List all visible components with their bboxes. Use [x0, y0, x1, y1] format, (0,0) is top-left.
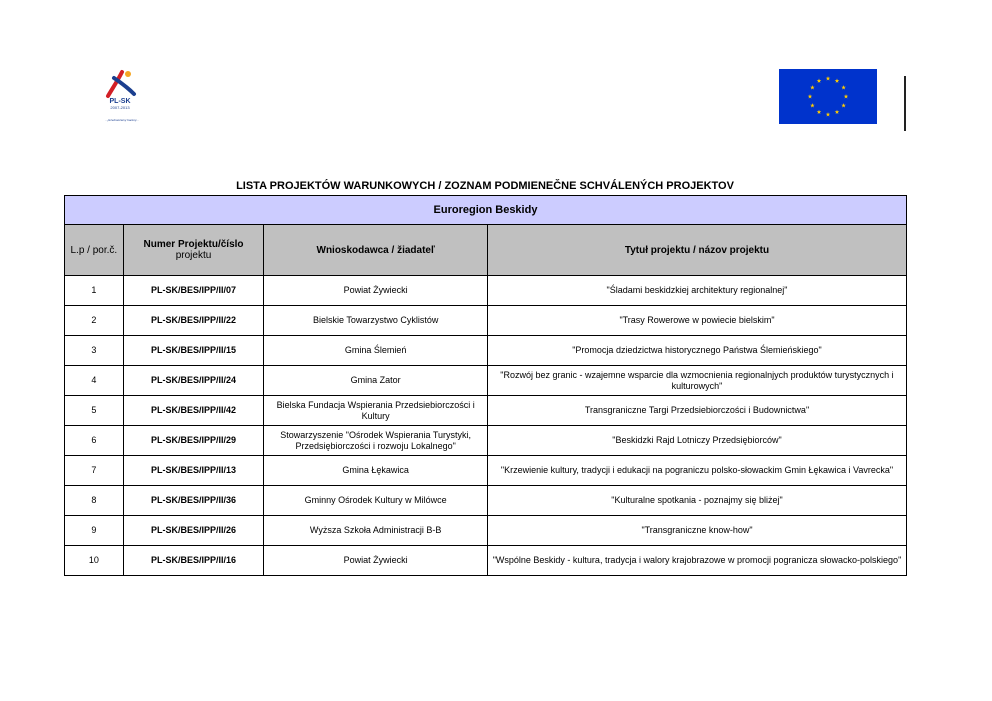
header-title: Tytuł projektu / názov projektu: [487, 225, 906, 276]
row-applicant: Gmina Zator: [264, 366, 488, 396]
program-years: 2007-2013: [110, 105, 130, 110]
row-project-number: PL-SK/BES/IPP/II/26: [123, 516, 264, 546]
table-row: [65, 336, 907, 366]
table-row: [65, 396, 907, 426]
row-applicant: Gmina Łękawica: [264, 456, 488, 486]
table-header-row: [65, 225, 907, 276]
row-project-title: "Promocja dziedzictwa historycznego Państwa Ślemieńskiego": [487, 336, 906, 366]
region-header-row: [65, 196, 907, 225]
row-applicant: Bielskie Towarzystwo Cyklistów: [264, 306, 488, 336]
table-row: [65, 276, 907, 306]
row-applicant: Gminny Ośrodek Kultury w Milówce: [264, 486, 488, 516]
row-applicant: Bielska Fundacja Wspierania Przedsiebiorczości i Kultury: [264, 396, 488, 426]
row-lp: 6: [65, 426, 124, 456]
table-row: [65, 546, 907, 576]
program-slogan: ...przekraczamy bariery...: [105, 118, 139, 122]
eu-flag-icon: [779, 69, 877, 124]
row-project-title: "Transgraniczne know-how": [487, 516, 906, 546]
table-row: [65, 456, 907, 486]
table-row: [65, 516, 907, 546]
row-project-number: PL-SK/BES/IPP/II/36: [123, 486, 264, 516]
table-row: [65, 426, 907, 456]
projects-table: [64, 195, 907, 576]
row-project-title: "Śladami beskidzkiej architektury regionalnej": [487, 276, 906, 306]
row-lp: 7: [65, 456, 124, 486]
header-lp: L.p / por.č.: [65, 225, 124, 276]
row-project-title: Transgraniczne Targi Przedsiebiorczości i Budownictwa": [487, 396, 906, 426]
row-project-title: "Wspólne Beskidy - kultura, tradycja i walory krajobrazowe w promocji pogranicza słowacko-polskiego": [487, 546, 906, 576]
row-applicant: Powiat Żywiecki: [264, 276, 488, 306]
page-divider: [904, 76, 906, 131]
row-applicant: Powiat Żywiecki: [264, 546, 488, 576]
row-lp: 10: [65, 546, 124, 576]
row-project-title: "Rozwój bez granic - wzajemne wsparcie dla wzmocnienia regionalnjych produktów turystycznych i kulturowych": [487, 366, 906, 396]
row-project-title: "Beskidzki Rajd Lotniczy Przedsiębiorców": [487, 426, 906, 456]
row-project-number: PL-SK/BES/IPP/II/42: [123, 396, 264, 426]
plsk-emblem-icon: [100, 68, 140, 100]
page-title: LISTA PROJEKTÓW WARUNKOWYCH / ZOZNAM PODMIENEČNE SCHVÁLENÝCH PROJEKTOV: [236, 180, 734, 192]
table-row: [65, 306, 907, 336]
row-applicant: Wyższa Szkoła Administracji B-B: [264, 516, 488, 546]
table-row: [65, 366, 907, 396]
row-project-title: "Kulturalne spotkania - poznajmy się bliżej": [487, 486, 906, 516]
row-project-title: "Trasy Rowerowe w powiecie bielskim": [487, 306, 906, 336]
row-lp: 2: [65, 306, 124, 336]
program-name: PL-SK: [109, 98, 131, 105]
header-number-line1: Numer Projektu/číslo: [143, 239, 244, 250]
row-project-number: PL-SK/BES/IPP/II/24: [123, 366, 264, 396]
table-row: [65, 486, 907, 516]
row-project-number: PL-SK/BES/IPP/II/15: [123, 336, 264, 366]
row-applicant: Gmina Ślemień: [264, 336, 488, 366]
row-project-number: PL-SK/BES/IPP/II/16: [123, 546, 264, 576]
plsk-program-logo: [84, 68, 160, 126]
region-name: Euroregion Beskidy: [65, 196, 907, 225]
row-project-number: PL-SK/BES/IPP/II/07: [123, 276, 264, 306]
row-applicant: Stowarzyszenie "Ośrodek Wspierania Turystyki, Przedsiębiorczości i rozwoju Lokalnego": [264, 426, 488, 456]
row-project-number: PL-SK/BES/IPP/II/13: [123, 456, 264, 486]
header-number: [123, 225, 264, 276]
header-number-line2: projektu: [175, 250, 212, 261]
header-applicant: Wnioskodawca / žiadateľ: [264, 225, 488, 276]
row-project-title: "Krzewienie kultury, tradycji i edukacji na pograniczu polsko-słowackim Gmin Łękawica i Vavrecka": [487, 456, 906, 486]
row-lp: 1: [65, 276, 124, 306]
row-lp: 5: [65, 396, 124, 426]
row-lp: 9: [65, 516, 124, 546]
row-project-number: PL-SK/BES/IPP/II/29: [123, 426, 264, 456]
row-lp: 3: [65, 336, 124, 366]
row-lp: 8: [65, 486, 124, 516]
row-project-number: PL-SK/BES/IPP/II/22: [123, 306, 264, 336]
row-lp: 4: [65, 366, 124, 396]
